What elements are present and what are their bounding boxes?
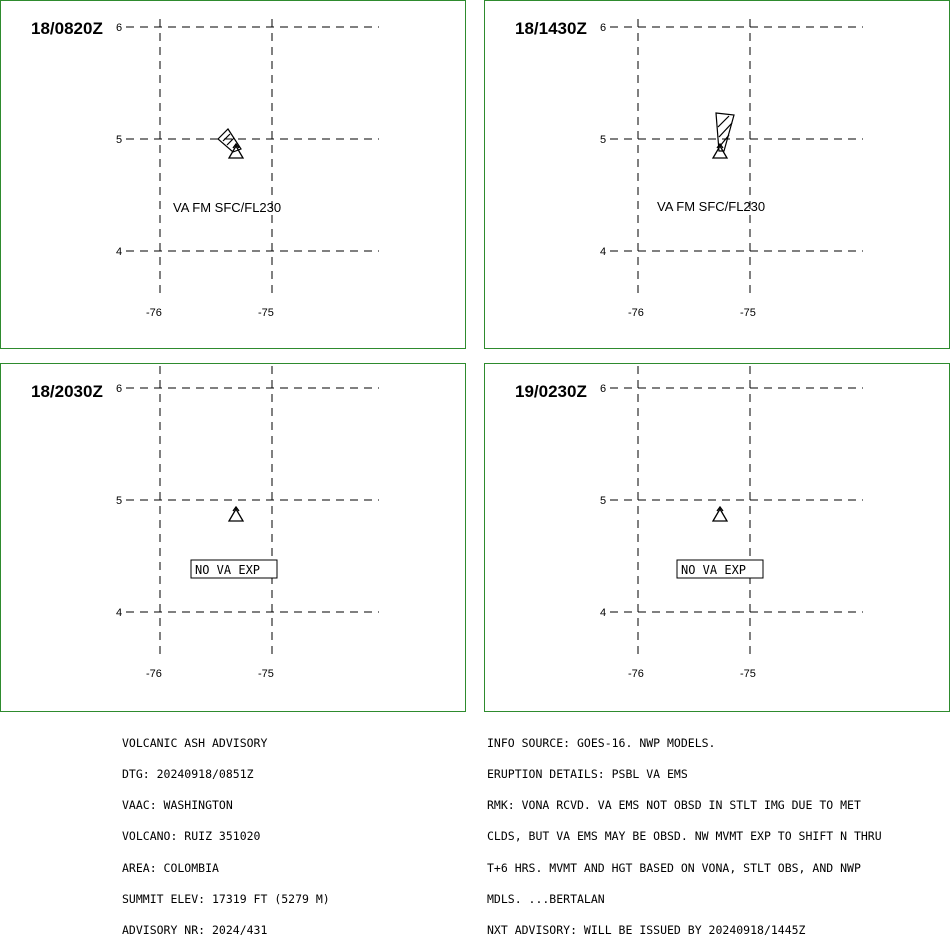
advisory-line: NXT ADVISORY: WILL BE ISSUED BY 20240918/1445Z [487,923,806,938]
advisory-line: SUMMIT ELEV: 17319 FT (5279 M) [122,891,330,906]
map-4 [485,364,950,713]
ash-label-1: VA FM SFC/FL230 [173,200,282,215]
lat-label-4: 4 [600,246,607,258]
advisory-line: T+6 HRS. MVMT AND HGT BASED ON VONA, STLT OBS, AND NWP [487,860,861,875]
ash-label-4: NO VA EXP [681,563,747,577]
timestamp-3: 18/2030Z [31,382,103,401]
lon-label-75: -75 [258,307,274,319]
lat-label-5: 5 [600,134,607,146]
forecast-panel-1 [0,0,466,349]
lat-label-5: 5 [116,134,123,146]
advisory-line: VAAC: WASHINGTON [122,798,233,813]
advisory-line: ERUPTION DETAILS: PSBL VA EMS [487,767,688,782]
lat-label-4: 4 [600,607,607,619]
advisory-line: VOLCANIC ASH ADVISORY [122,735,268,750]
lon-label-76: -76 [628,307,644,319]
advisory-line: INFO SOURCE: GOES-16. NWP MODELS. [487,735,716,750]
lon-label-75: -75 [740,307,756,319]
lat-label-6: 6 [600,383,607,395]
advisory-line: RMK: VONA RCVD. VA EMS NOT OBSD IN STLT IMG DUE TO MET [487,798,861,813]
lat-label-6: 6 [116,383,123,395]
advisory-line: CLDS, BUT VA EMS MAY BE OBSD. NW MVMT EXP TO SHIFT N THRU [487,829,882,844]
timestamp-2: 18/1430Z [515,19,587,38]
lon-label-76: -76 [146,307,162,319]
lon-label-76: -76 [628,668,644,680]
lon-label-75: -75 [740,668,756,680]
advisory-header-block [122,717,330,946]
lon-label-76: -76 [146,668,162,680]
timestamp-1: 18/0820Z [31,19,103,38]
advisory-line: ADVISORY NR: 2024/431 [122,923,268,938]
volcano-triangle-icon [229,507,243,521]
map-3 [1,364,467,713]
advisory-line: MDLS. ...BERTALAN [487,891,605,906]
ash-label-3: NO VA EXP [195,563,261,577]
advisory-line: DTG: 20240918/0851Z [122,767,254,782]
lat-label-6: 6 [600,22,607,34]
map-1 [1,1,467,350]
advisory-details-block [487,717,882,946]
timestamp-4: 19/0230Z [515,382,587,401]
lat-label-5: 5 [600,495,607,507]
forecast-panel-4 [484,363,950,712]
forecast-panel-3 [0,363,466,712]
volcano-triangle-icon [713,507,727,521]
lat-label-5: 5 [116,495,123,507]
lat-label-4: 4 [116,607,123,619]
forecast-panel-2 [484,0,950,349]
ash-label-2: VA FM SFC/FL230 [657,199,766,214]
lat-label-6: 6 [116,22,123,34]
lat-label-4: 4 [116,246,123,258]
lon-label-75: -75 [258,668,274,680]
advisory-line: VOLCANO: RUIZ 351020 [122,829,261,844]
map-2 [485,1,950,350]
advisory-line: AREA: COLOMBIA [122,860,219,875]
